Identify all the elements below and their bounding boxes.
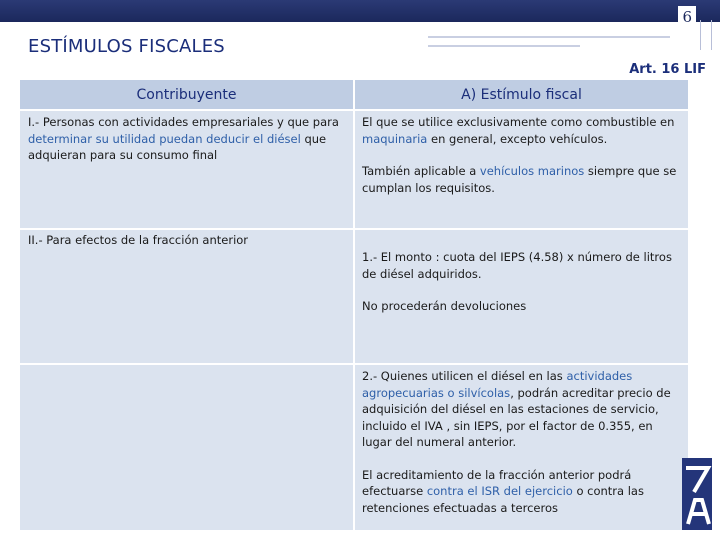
- header-rule-short: [428, 45, 580, 47]
- slide-title: ESTÍMULOS FISCALES: [28, 36, 225, 57]
- header-estimulo-label: A) Estímulo fiscal: [461, 86, 582, 103]
- article-reference: Art. 16 LIF: [629, 62, 706, 77]
- header-estimulo: [355, 80, 688, 109]
- row2-left-text: II.- Para efectos de la fracción anterior: [28, 233, 249, 247]
- top-bar: [0, 0, 720, 22]
- row1-left-cell: [20, 111, 353, 228]
- header-contribuyente-label: Contribuyente: [136, 86, 237, 103]
- row1-left-text: I.- Personas con actividades empresariales y que para determinar su utilidad puedan deducir el diésel que adquieran para su consumo final: [28, 115, 339, 162]
- row2-right-paragraph-2: No procederán devoluciones: [362, 299, 527, 313]
- row3-left-cell: [20, 365, 353, 530]
- row1-right-paragraph-1: El que se utilice exclusivamente como combustible en maquinaria en general, excepto vehículos.: [362, 115, 675, 146]
- header-rule: [428, 36, 670, 38]
- row2-right-paragraph-1: 1.- El monto : cuota del IEPS (4.58) x número de litros de diésel adquiridos.: [362, 250, 672, 281]
- corner-logo-icon: [682, 458, 712, 530]
- row2-right-cell: [355, 230, 688, 363]
- row3-right-paragraph-1: 2.- Quienes utilicen el diésel en las actividades agropecuarias o silvícolas, podrán acreditar precio de adquisición del diésel en las estaciones de servicio, incluido el IVA , sin IEPS, por el factor de 0.355, en lugar del numeral anterior.: [362, 369, 671, 449]
- side-frame-decoration: [700, 20, 712, 50]
- row3-right-cell: [355, 365, 688, 530]
- row1-right-cell: [355, 111, 688, 228]
- page-number: 6: [678, 6, 696, 28]
- header-contribuyente: [20, 80, 353, 109]
- row2-left-cell: [20, 230, 353, 363]
- row3-right-paragraph-2: El acreditamiento de la fracción anterior podrá efectuarse contra el ISR del ejercicio o contra las retenciones efectuadas a terceros: [362, 467, 644, 515]
- row1-right-paragraph-2: También aplicable a vehículos marinos siempre que se cumplan los requisitos.: [362, 164, 677, 195]
- corner-logo-graphic: [682, 462, 712, 530]
